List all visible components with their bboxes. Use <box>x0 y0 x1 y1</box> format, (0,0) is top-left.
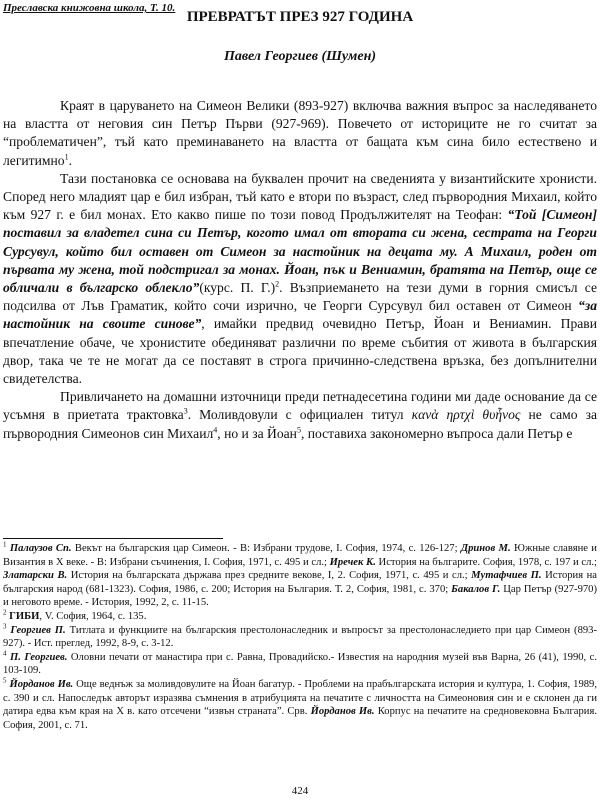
footnote-ref[interactable]: 3 <box>183 406 188 416</box>
footnote-author: Йорданов Ив. <box>310 706 375 718</box>
paragraph-text: Тази постановка се основава на буквален прочит на сведенията у византийските хронисти. Според него младият цар е бил избран, тъй като е втори по възраст, след първородния Михаил, който към 927 г. е бил монах. Ето какво пише по този повод Продължителят на Теофан: <box>3 170 597 223</box>
footnote-2 <box>3 610 597 624</box>
footnote-text: , V. София, 1964, с. 135. <box>39 610 147 622</box>
footnote-5 <box>3 678 597 732</box>
quotation: “за настойник на своите синове” <box>3 298 597 332</box>
footnote-text: Още веднъж за моливдовулите на Йоан багатур. - Проблеми на прабългарската история и култура, 1. София, 1989, с. 390 и сл. Напоследък авторът изразява съмнения в атрибуцията на печатите с личността на Симеоновия син и е склонен да ги датира едва към края на X в. като отсечени “извън страната”. Срв. <box>3 678 597 718</box>
footnote-text: Корпус на печатите на средновековна България. София, 2001, с. 71. <box>3 706 597 731</box>
footnote-number: 2 <box>3 608 7 617</box>
paragraph-text: , но и за Йоан <box>217 425 297 441</box>
paragraph-text: , имайки предвид очевидно Петър, Йоан и Вениамин. Прави впечатление обаче, че хронистите обединяват различни по време събития от живота в българския двор, така че те не могат да се поставят в строга причинно-следствена връзка, без допълнителни свидетелства. <box>3 316 597 387</box>
paragraph-text: , поставиха закономерно въпроса дали Петър е <box>300 425 573 441</box>
footnote-author: Палаузов Сп. <box>9 543 72 554</box>
footnote-text: Цар Петър (927-970) и неговото време. - История, 1992, 2, с. 11-15. <box>3 583 597 609</box>
footnote-number: 1 <box>3 540 7 549</box>
footnote-text: История на българския народ (681-1323). София, 1986, с. 200; История на България. Т. 2, София, 1981, с. 370; <box>3 570 598 595</box>
footnote-ref[interactable]: 5 <box>296 425 301 435</box>
footnote-author: Иречек К. <box>329 556 376 568</box>
footnote-3 <box>3 624 597 651</box>
footnote-ref[interactable]: 1 <box>64 152 69 162</box>
paragraph-text: . Възприемането на тези думи в горния смисъл се подсилва от Лъв Граматик, който сочи изрично, че Георги Сурсувул бил оставен от Симеон <box>3 280 597 314</box>
footnote-1 <box>3 542 597 610</box>
paragraph-3 <box>3 388 597 443</box>
footnote-text: Южные славяне и Византия в X веке. - В: Избрани съчинения, I. София, 1971, с. 495 и сл.; <box>3 543 597 568</box>
paragraph-text: . <box>68 152 72 168</box>
footnote-text: История на българската държава през средните векове, I, 2. София, 1971, с. 495 и сл.; <box>67 570 472 582</box>
article-title: ПРЕВРАТЪТ ПРЕЗ 927 ГОДИНА <box>186 9 414 25</box>
greek-title: κανὰ ηρτχὶ θυἧνος <box>411 407 521 423</box>
article-body <box>3 97 597 443</box>
footnote-text: Векът на българския цар Симеон. - В: Избрани трудове, I. София, 1974, с. 126-127; <box>71 543 461 554</box>
running-header: Преславска книжовна школа, Т. 10. <box>3 2 176 14</box>
footnote-number: 4 <box>3 649 7 658</box>
article-author: Павел Георгиев (Шумен) <box>223 49 377 64</box>
footnote-ref[interactable]: 4 <box>213 425 218 435</box>
paragraph-text: Краят в царуването на Симеон Велики (893-927) включва важния въпрос за наследяването на властта от неговия син Петър Първи (927-969). Повечето от историците не го считат за “проблематичен”, тъй като преминаването на властта от бащата към сина било естествено и легитимно <box>3 98 597 168</box>
paragraph-text: . Моливдовули с официален титул <box>187 407 412 423</box>
footnotes <box>3 542 597 732</box>
footnote-author: Бакалов Г. <box>451 583 501 595</box>
footnote-author: Георгиев П. <box>10 624 66 636</box>
paragraph-2 <box>3 170 597 388</box>
footnote-author: Мутафчиев П. <box>471 570 542 582</box>
footnote-4 <box>3 651 597 678</box>
footnote-text: Оловни печати от манастира при с. Равна, Провадийско.- Известия на народния музей във Варна, 26 (41), 1990, с. 103-109. <box>3 651 597 677</box>
paragraph-1 <box>3 97 597 170</box>
paragraph-text: не само за първородния Симеонов син Михаил <box>3 407 597 441</box>
footnote-author: Златарски В. <box>3 570 68 582</box>
footnote-author: П. Георгиев. <box>9 651 68 663</box>
footnote-divider <box>3 538 223 539</box>
footnote-author: Йорданов Ив. <box>9 678 74 690</box>
paragraph-text: (курс. П. Г.) <box>199 280 276 296</box>
footnote-text: История на българите. София, 1978, с. 197 и сл.; <box>375 556 597 568</box>
footnote-number: 5 <box>3 676 7 685</box>
page-number: 424 <box>291 785 309 797</box>
footnote-author: ГИБИ <box>9 610 40 622</box>
footnote-ref[interactable]: 2 <box>275 279 280 289</box>
paragraph-text: Привличането на домашни източници преди петнадесетина години ми даде основание да се усъмня в приетата трактовка <box>3 389 597 423</box>
footnote-number: 3 <box>3 622 7 631</box>
footnote-author: Дринов М. <box>460 543 511 554</box>
quotation: “Той [Симеон] поставил за владетел сина си Петър, когото имал от втората си жена, сестрата на Георги Сурсувул, който бил оставен от Симеон за настойник на децата му. А Михаил, роден от първата му жена, той подстригал за монах. Йоан, пък и Вениамин, братята на Петър, още се обличали в българско облекло” <box>3 207 597 296</box>
footnote-text: Титлата и функциите на българския престолонаследник и въпросът за престолонаследието при цар Симеон (893-927). - Ист. преглед, 1992, 8-9, с. 3-12. <box>3 624 598 650</box>
